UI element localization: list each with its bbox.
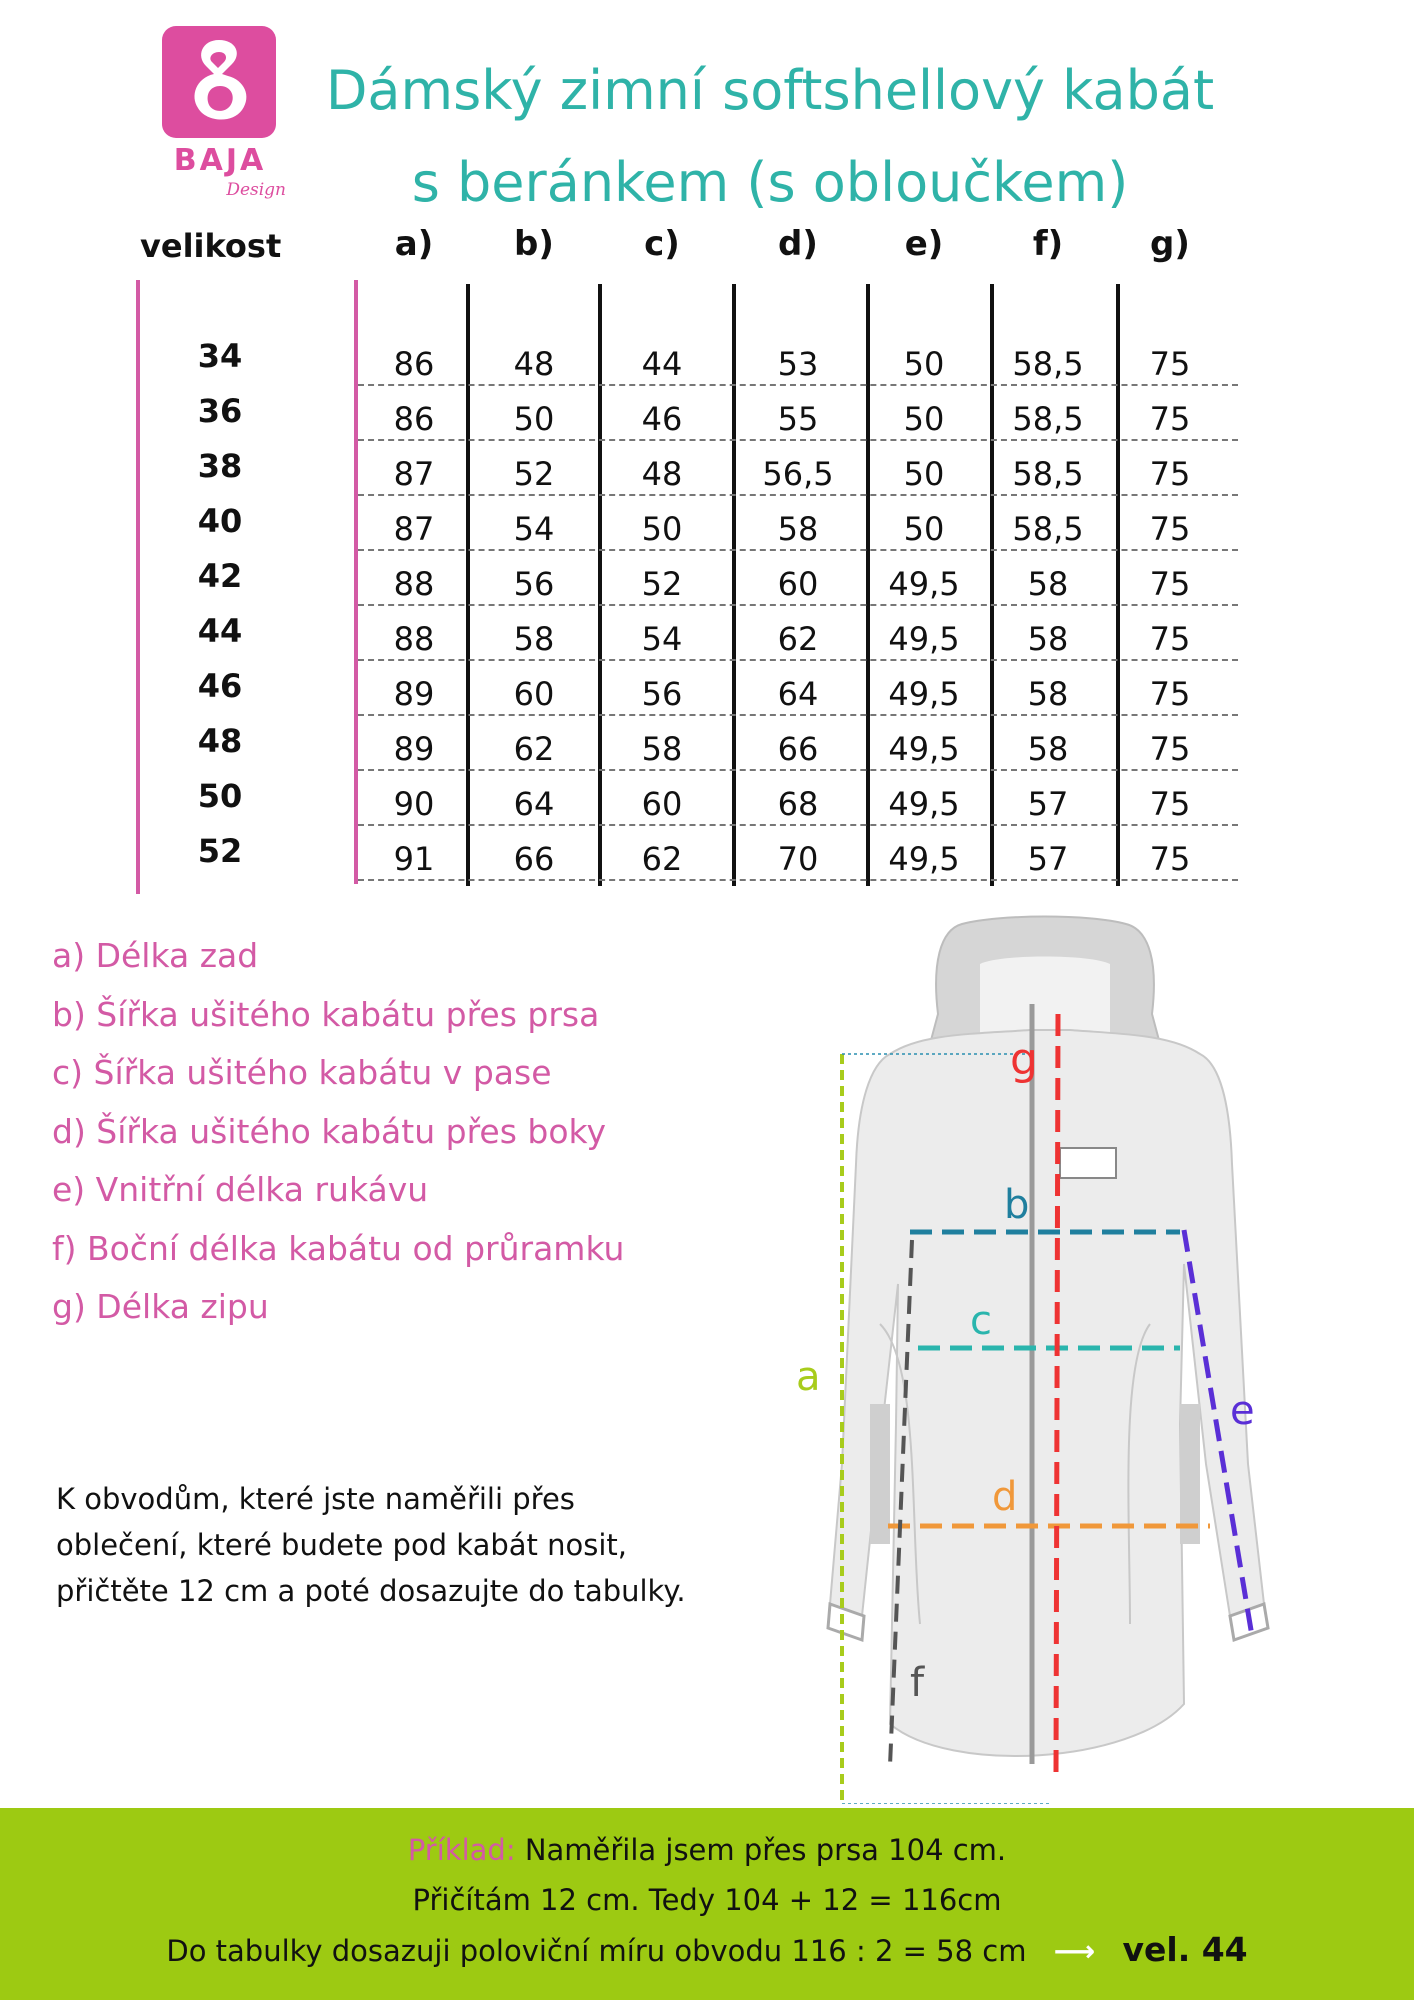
- table-cell: 58: [1027, 675, 1069, 713]
- row-separator: [358, 439, 1238, 441]
- table-cell: 75: [1149, 620, 1191, 658]
- table-cell: 46: [641, 400, 683, 438]
- size-label: 38: [197, 447, 243, 485]
- size-label: 48: [197, 722, 243, 760]
- table-cell: 58: [513, 620, 555, 658]
- table-cell: 50: [513, 400, 555, 438]
- arrow-right-icon: ⟶: [1053, 1934, 1096, 1968]
- table-cell: 50: [903, 400, 945, 438]
- row-separator: [358, 494, 1238, 496]
- column-divider: [598, 284, 602, 886]
- table-cell: 44: [641, 345, 683, 383]
- size-label: 52: [197, 832, 243, 870]
- size-label: 50: [197, 777, 243, 815]
- table-cell: 66: [777, 730, 819, 768]
- page-title: Dámský zimní softshellový kabát: [325, 59, 1215, 122]
- measure-g-label: g: [1010, 1034, 1038, 1085]
- table-cell: 49,5: [888, 675, 960, 713]
- row-separator: [358, 659, 1238, 661]
- size-column-header: velikost: [140, 227, 282, 265]
- table-cell: 62: [641, 840, 683, 878]
- table-cell: 86: [393, 345, 435, 383]
- table-cell: 50: [903, 345, 945, 383]
- column-header: b): [514, 224, 554, 264]
- table-cell: 87: [393, 510, 435, 548]
- table-cell: 49,5: [888, 840, 960, 878]
- brand-logo: [162, 26, 276, 138]
- measure-a-label: a: [796, 1354, 821, 1400]
- size-label: 36: [197, 392, 243, 430]
- table-cell: 48: [513, 345, 555, 383]
- table-cell: 60: [513, 675, 555, 713]
- table-cell: 75: [1149, 510, 1191, 548]
- row-separator: [358, 714, 1238, 716]
- table-cell: 52: [513, 455, 555, 493]
- size-divider-right: [354, 280, 358, 884]
- row-separator: [358, 824, 1238, 826]
- footer-example-label: Příklad:: [407, 1833, 516, 1867]
- table-cell: 57: [1027, 785, 1069, 823]
- table-cell: 58,5: [1012, 345, 1084, 383]
- measure-e-label: e: [1230, 1388, 1255, 1434]
- size-divider-left: [136, 280, 140, 894]
- legend-item: g) Délka zipu: [52, 1287, 269, 1326]
- table-cell: 89: [393, 675, 435, 713]
- table-cell: 58: [777, 510, 819, 548]
- brand-patch-icon: [1060, 1148, 1116, 1178]
- footer-line-1-text: Naměřila jsem přes prsa 104 cm.: [524, 1833, 1007, 1867]
- table-cell: 91: [393, 840, 435, 878]
- table-cell: 58: [641, 730, 683, 768]
- table-cell: 56,5: [762, 455, 834, 493]
- legend-item: c) Šířka ušitého kabátu v pase: [52, 1053, 552, 1092]
- row-separator: [358, 549, 1238, 551]
- table-cell: 88: [393, 565, 435, 603]
- table-cell: 60: [777, 565, 819, 603]
- table-cell: 57: [1027, 840, 1069, 878]
- legend-item: d) Šířka ušitého kabátu přes boky: [52, 1111, 606, 1151]
- table-cell: 75: [1149, 400, 1191, 438]
- table-cell: 58: [1027, 620, 1069, 658]
- table-cell: 49,5: [888, 730, 960, 768]
- table-cell: 66: [513, 840, 555, 878]
- legend-item: f) Boční délka kabátu od průramku: [52, 1228, 625, 1268]
- table-cell: 52: [641, 565, 683, 603]
- row-separator: [358, 879, 1238, 881]
- table-cell: 64: [777, 675, 819, 713]
- table-cell: 70: [777, 840, 819, 878]
- table-cell: 88: [393, 620, 435, 658]
- table-cell: 50: [641, 510, 683, 548]
- column-header: c): [644, 224, 680, 264]
- measurement-note: [56, 1476, 776, 1614]
- size-label: 46: [197, 667, 243, 705]
- note-line: oblečení, které budete pod kabát nosit,: [56, 1528, 628, 1562]
- table-cell: 75: [1149, 785, 1191, 823]
- table-cell: 49,5: [888, 785, 960, 823]
- column-header: e): [904, 224, 944, 264]
- table-cell: 62: [777, 620, 819, 658]
- table-cell: 58,5: [1012, 400, 1084, 438]
- column-divider: [866, 284, 870, 886]
- size-label: 40: [197, 502, 243, 540]
- table-cell: 48: [641, 455, 683, 493]
- table-cell: 75: [1149, 565, 1191, 603]
- table-cell: 75: [1149, 675, 1191, 713]
- column-divider: [466, 284, 470, 886]
- table-cell: 68: [777, 785, 819, 823]
- table-cell: 64: [513, 785, 555, 823]
- table-cell: 75: [1149, 840, 1191, 878]
- table-cell: 89: [393, 730, 435, 768]
- table-cell: 86: [393, 400, 435, 438]
- table-cell: 90: [393, 785, 435, 823]
- brand-logo-icon: [162, 26, 276, 138]
- size-label: 42: [197, 557, 243, 595]
- size-label: 34: [197, 337, 243, 375]
- measure-d-label: d: [992, 1474, 1018, 1520]
- column-header: g): [1150, 224, 1190, 264]
- table-cell: 54: [513, 510, 555, 548]
- table-cell: 54: [641, 620, 683, 658]
- column-header: f): [1032, 224, 1064, 264]
- table-cell: 58: [1027, 565, 1069, 603]
- footer-result: vel. 44: [1122, 1930, 1248, 1969]
- table-cell: 75: [1149, 730, 1191, 768]
- legend-item: a) Délka zad: [52, 936, 259, 975]
- brand-sub: Design: [226, 180, 286, 200]
- table-cell: 75: [1149, 345, 1191, 383]
- legend-item: b) Šířka ušitého kabátu přes prsa: [52, 994, 600, 1034]
- table-cell: 58,5: [1012, 455, 1084, 493]
- table-cell: 49,5: [888, 565, 960, 603]
- measure-b-label: b: [1004, 1182, 1030, 1228]
- column-divider: [990, 284, 994, 886]
- table-cell: 53: [777, 345, 819, 383]
- column-divider: [732, 284, 736, 886]
- measure-f-label: f: [910, 1660, 925, 1706]
- legend-item: e) Vnitřní délka rukávu: [52, 1170, 429, 1209]
- footer-line-1: [0, 1828, 1414, 1872]
- row-separator: [358, 384, 1238, 386]
- table-cell: 60: [641, 785, 683, 823]
- footer-line-3: [0, 1928, 1414, 1973]
- note-line: přičtěte 12 cm a poté dosazujte do tabulky.: [56, 1574, 686, 1608]
- measure-c-label: c: [970, 1298, 992, 1344]
- brand-name: BAJA: [173, 143, 267, 178]
- table-cell: 56: [641, 675, 683, 713]
- table-cell: 58,5: [1012, 510, 1084, 548]
- footer-line-2: Přičítám 12 cm. Tedy 104 + 12 = 116cm: [412, 1883, 1002, 1917]
- table-cell: 55: [777, 400, 819, 438]
- table-cell: 50: [903, 455, 945, 493]
- page-subtitle: s beránkem (s obloučkem): [411, 151, 1129, 214]
- coat-diagram: [770, 904, 1290, 1804]
- row-separator: [358, 604, 1238, 606]
- table-cell: 62: [513, 730, 555, 768]
- footer-line-3-text: Do tabulky dosazuji poloviční míru obvodu 116 : 2 = 58 cm: [166, 1934, 1027, 1968]
- column-header: d): [778, 224, 818, 264]
- column-header: a): [394, 224, 434, 264]
- row-separator: [358, 769, 1238, 771]
- table-cell: 87: [393, 455, 435, 493]
- table-cell: 50: [903, 510, 945, 548]
- table-cell: 49,5: [888, 620, 960, 658]
- table-cell: 58: [1027, 730, 1069, 768]
- table-cell: 56: [513, 565, 555, 603]
- size-label: 44: [197, 612, 243, 650]
- table-cell: 75: [1149, 455, 1191, 493]
- note-line: K obvodům, které jste naměřili přes: [56, 1482, 575, 1516]
